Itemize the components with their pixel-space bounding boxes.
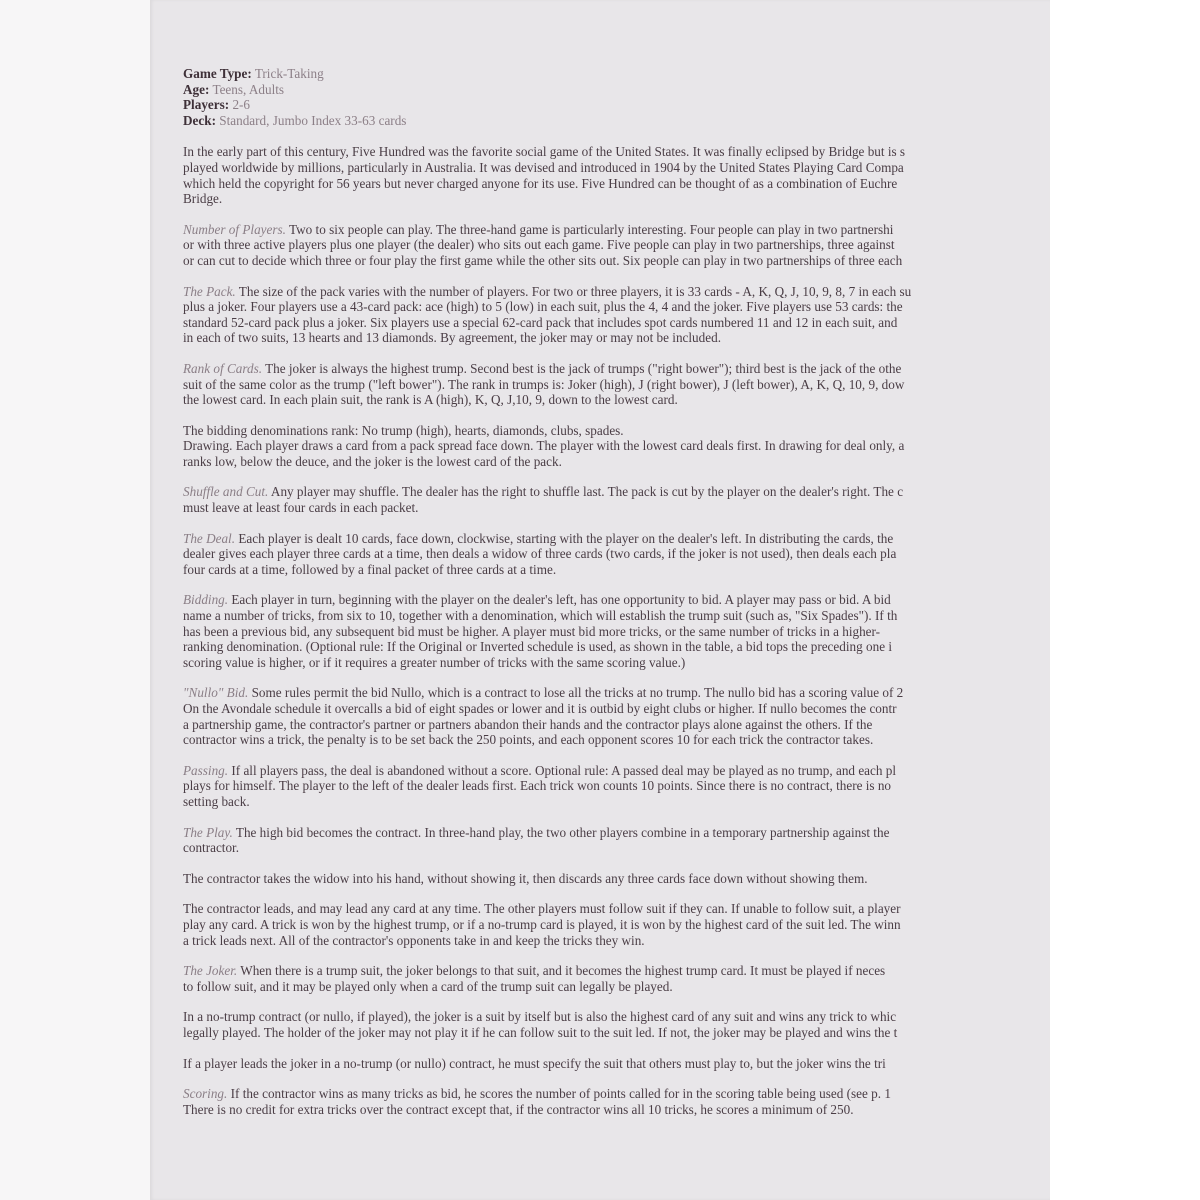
paragraph-line [183, 284, 1050, 300]
deck-row: Deck: Standard, Jumbo Index 33-63 cards [183, 112, 407, 128]
line-text: There is no credit for extra tricks over the contract except that, if the contractor wins all 10 tricks, he scores a minimum of 250. [183, 1101, 854, 1117]
rule-paragraph [183, 763, 1050, 810]
paragraph-line [183, 546, 1050, 562]
players-row: Players: 2-6 [183, 97, 251, 113]
line-text: in each of two suits, 13 hearts and 13 diamonds. By agreement, the joker may or may not be included. [183, 330, 721, 346]
line-text: setting back. [183, 793, 250, 809]
paragraph-line [183, 423, 1050, 439]
paragraph-line [183, 562, 1050, 578]
line-text: If all players pass, the deal is abandoned without a score. Optional rule: A passed deal may be played as no trump, and each pl [228, 762, 897, 778]
paragraph-line [183, 315, 1050, 331]
section-heading: The Pack. [183, 283, 236, 299]
paragraph-line [183, 377, 1050, 393]
line-text: legally played. The holder of the joker may not play it if he can follow suit to the suit led. If not, the joker may be played and wins the t [183, 1024, 898, 1040]
line-text: scoring value is higher, or if it requires a greater number of tricks with the same scoring value.) [183, 654, 686, 670]
paragraph-line [183, 438, 1050, 454]
line-text: or with three active players plus one player (the dealer) who sits out each game. Five people can play in two partnerships, three against [183, 237, 895, 253]
paragraph-line [183, 176, 1050, 192]
paragraph-line [183, 917, 1050, 933]
rules-text [183, 144, 1050, 1117]
paragraph-line [183, 639, 1050, 655]
paragraph-line [183, 1025, 1050, 1041]
line-text: The bidding denominations rank: No trump (high), hearts, diamonds, clubs, spades. [183, 422, 624, 438]
line-text: The size of the pack varies with the number of players. For two or three players, it is 33 cards - A, K, Q, J, 10, 9, 8, 7 in each su [235, 283, 912, 299]
line-text: standard 52-card pack plus a joker. Six players use a special 62-card pack that includes spot cards numbered 11 and 12 in each suit, and [183, 314, 898, 330]
line-text: Some rules permit the bid Nullo, which is a contract to lose all the tricks at no trump. The nullo bid has a scoring value of 2 [248, 685, 904, 701]
paper-sheet [150, 0, 1050, 1200]
line-text: has been a previous bid, any subsequent bid must be higher. A player must bid more tricks, or the same number of tricks in a higher- [183, 623, 881, 639]
paragraph-line [183, 794, 1050, 810]
line-text: suit of the same color as the trump ("left bower"). The rank in trumps is: Joker (high), J (right bower), J (left bower), A, K, Q, 10, 9, dow [183, 376, 905, 392]
rule-paragraph [183, 901, 1050, 948]
paragraph-line [183, 1009, 1050, 1025]
paragraph-line [183, 1086, 1050, 1102]
paragraph-line [183, 655, 1050, 671]
line-text: played worldwide by millions, particularly in Australia. It was devised and introduced in 1904 by the United States Playing Card Compa [183, 159, 904, 175]
section-heading: Scoring. [183, 1086, 228, 1102]
line-text: If a player leads the joker in a no-trump (or nullo) contract, he must specify the suit that others must play to, but the joker wins the tri [183, 1055, 886, 1071]
age-row: Age: Teens, Adults [183, 81, 285, 97]
rule-paragraph [183, 963, 1050, 994]
paragraph-line [183, 608, 1050, 624]
paragraph-line [183, 963, 1050, 979]
rule-paragraph [183, 222, 1050, 269]
paragraph-line [183, 484, 1050, 500]
line-text: The high bid becomes the contract. In three-hand play, the two other players combine in a temporary partnership against the [232, 824, 890, 840]
line-text: ranks low, below the deuce, and the joker is the lowest card of the pack. [183, 453, 562, 469]
line-text: which held the copyright for 56 years but never charged anyone for its use. Five Hundred can be thought of as a combination of Euchre [183, 175, 898, 191]
paragraph-line [183, 717, 1050, 733]
line-text: The contractor takes the widow into his hand, without showing it, then discards any three cards face down without showing them. [183, 870, 868, 886]
rule-paragraph [183, 685, 1050, 747]
rule-paragraph [183, 1056, 1050, 1072]
line-text: The contractor leads, and may lead any card at any time. The other players must follow suit if they can. If unable to follow suit, a player [183, 901, 901, 917]
line-text: plays for himself. The player to the left of the dealer leads first. Each trick won counts 10 points. Since there is no contract, there is no [183, 778, 892, 794]
paragraph-line [183, 500, 1050, 516]
rule-paragraph [183, 284, 1050, 346]
rule-paragraph [183, 871, 1050, 887]
line-text: Each player in turn, beginning with the player on the dealer's left, has one opportunity to bid. A player may pass or bid. A bid [228, 592, 891, 608]
paragraph-line [183, 825, 1050, 841]
rule-paragraph [183, 1009, 1050, 1040]
line-text: contractor. [183, 840, 240, 856]
paragraph-line [183, 701, 1050, 717]
line-text: dealer gives each player three cards at a time, then deals a widow of three cards (two cards, if the joker is not used), then deals each pla [183, 546, 897, 562]
paragraph-line [183, 299, 1050, 315]
line-text: Two to six people can play. The three-hand game is particularly interesting. Four people can play in two partnershi [285, 221, 894, 237]
paragraph-line [183, 592, 1050, 608]
section-heading: The Play. [183, 824, 233, 840]
rule-paragraph [183, 531, 1050, 578]
paragraph-line [183, 531, 1050, 547]
line-text: Drawing. Each player draws a card from a pack spread face down. The player with the lowest card deals first. In drawing for deal only, a [183, 438, 905, 454]
section-heading: Number of Players. [183, 221, 286, 237]
section-heading: "Nullo" Bid. [183, 685, 249, 701]
section-heading: Bidding. [183, 592, 229, 608]
paragraph-line [183, 392, 1050, 408]
paragraph-line [183, 763, 1050, 779]
section-heading: The Deal. [183, 530, 236, 546]
paragraph-line [183, 330, 1050, 346]
paragraph-line [183, 778, 1050, 794]
paragraph-line [183, 253, 1050, 269]
paragraph-line [183, 144, 1050, 160]
line-text: If the contractor wins as many tricks as bid, he scores the number of points called for in the scoring table being used (see p. 1 [227, 1086, 891, 1102]
paragraph-line [183, 454, 1050, 470]
line-text: a trick leads next. All of the contractor's opponents take in and keep the tricks they win. [183, 932, 645, 948]
line-text: ranking denomination. (Optional rule: If the Original or Inverted schedule is used, as shown in the table, a bid tops the preceding one i [183, 639, 893, 655]
paragraph-line [183, 222, 1050, 238]
paragraph-line [183, 1056, 1050, 1072]
paragraph-line [183, 732, 1050, 748]
section-heading: The Joker. [183, 963, 238, 979]
rule-paragraph [183, 484, 1050, 515]
rule-paragraph [183, 361, 1050, 408]
background-right [1050, 0, 1200, 1200]
paragraph-line [183, 901, 1050, 917]
paragraph-line [183, 871, 1050, 887]
line-text: name a number of tricks, from six to 10, together with a denomination, which will establish the trump suit (such as, "Six Spades"). If th [183, 608, 898, 624]
line-text: On the Avondale schedule it overcalls a bid of eight spades or lower and it is outbid by eight clubs or higher. If nullo becomes the contr [183, 701, 897, 716]
line-text: In a no-trump contract (or nullo, if played), the joker is a suit by itself but is also the highest card of any suit and wins any trick to whic [183, 1009, 897, 1025]
line-text: must leave at least four cards in each packet. [183, 500, 419, 516]
document-body [183, 66, 1050, 1132]
section-heading: Shuffle and Cut. [183, 484, 269, 500]
line-text: four cards at a time, followed by a final packet of three cards at a time. [183, 561, 557, 577]
background-left [0, 0, 150, 1200]
paragraph-line [183, 840, 1050, 856]
line-text: Each player is dealt 10 cards, face down, clockwise, starting with the player on the dealer's left. In distributing the cards, the [235, 530, 894, 546]
section-heading: Passing. [183, 762, 229, 778]
line-text: The joker is always the highest trump. Second best is the jack of trumps ("right bower"); third best is the jack of the othe [262, 360, 902, 376]
line-text: contractor wins a trick, the penalty is to be set back the 250 points, and each opponent scores 10 for each trick the contractor takes. [183, 732, 874, 748]
paragraph-line [183, 191, 1050, 207]
rule-paragraph [183, 423, 1050, 470]
line-text: or can cut to decide which three or four play the first game while the other sits out. Six people can play in two partnerships of three each [183, 252, 903, 268]
paragraph-line [183, 361, 1050, 377]
paragraph-line [183, 160, 1050, 176]
paragraph-line [183, 624, 1050, 640]
paragraph-line [183, 979, 1050, 995]
rule-paragraph [183, 1086, 1050, 1117]
paragraph-line [183, 1102, 1050, 1118]
rule-paragraph [183, 825, 1050, 856]
paragraph-line [183, 685, 1050, 701]
line-text: plus a joker. Four players use a 43-card pack: ace (high) to 5 (low) in each suit, plus the 4, 4 and the joker. Five players use 53 cards: the [183, 299, 903, 315]
paragraph-line [183, 933, 1050, 949]
game-type-row: Game Type: Trick-Taking [183, 66, 324, 81]
line-text: a partnership game, the contractor's partner or partners abandon their hands and the contractor plays alone against the others. If the [183, 716, 873, 732]
line-text: In the early part of this century, Five Hundred was the favorite social game of the United States. It was finally eclipsed by Bridge but is s [183, 144, 906, 160]
rule-paragraph [183, 592, 1050, 670]
line-text: Any player may shuffle. The dealer has the right to shuffle last. The pack is cut by the player on the dealer's right. The c [268, 484, 904, 500]
game-info-block [183, 66, 1050, 128]
line-text: When there is a trump suit, the joker belongs to that suit, and it becomes the highest trump card. It must be played if neces [237, 963, 886, 979]
line-text: to follow suit, and it may be played only when a card of the trump suit can legally be played. [183, 978, 673, 994]
line-text: Bridge. [183, 191, 223, 207]
paragraph-line [183, 237, 1050, 253]
line-text: the lowest card. In each plain suit, the rank is A (high), K, Q, J,10, 9, down to the lowest card. [183, 392, 678, 408]
line-text: play any card. A trick is won by the highest trump, or if a no-trump card is played, it is won by the highest card of the suit led. The winn [183, 916, 901, 932]
rule-paragraph [183, 144, 1050, 206]
section-heading: Rank of Cards. [183, 360, 263, 376]
